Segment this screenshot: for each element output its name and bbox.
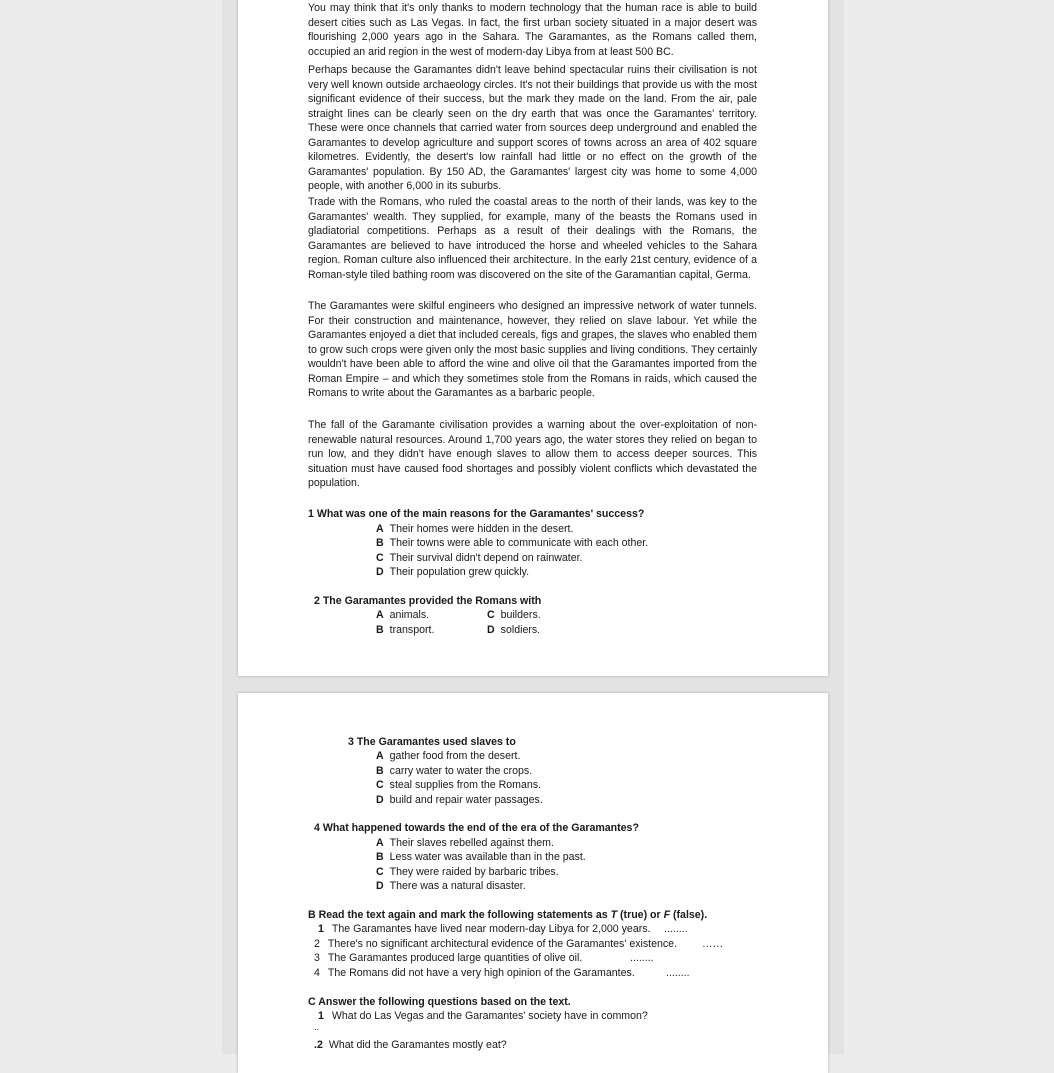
- question-3-title: 3 The Garamantes used slaves to: [348, 736, 516, 748]
- q4-option-a[interactable]: [376, 836, 554, 851]
- q1-option-c[interactable]: [376, 551, 582, 566]
- option-letter: A: [376, 837, 384, 849]
- statement-2-answer-blank[interactable]: ……: [702, 938, 724, 950]
- option-letter: D: [376, 880, 384, 892]
- option-letter: D: [376, 794, 384, 806]
- option-text: Their towns were able to communicate with each other.: [389, 537, 649, 549]
- option-letter: C: [376, 866, 384, 878]
- q2-option-c[interactable]: [487, 608, 541, 623]
- document-page-2: [238, 693, 828, 1073]
- passage-paragraph-1: You may think that it's only thanks to modern technology that the human race is able to build desert cities such as Las Vegas. In fact, the first urban society situated in a major desert was flourishing 2,000 years ago in the Sahara. The Garamantes, as the Romans called them, occupied an arid region in the west of modern-day Libya from at least 500 BC.: [308, 2, 757, 58]
- passage-paragraph-4: The Garamantes were skilful engineers who designed an impressive network of water tunnels. For their construction and maintenance, however, they relied on slave labour. Yet while the Garamantes enjoyed a diet that included cereals, figs and grapes, the slaves who enabled them to grow such crops were given only the most basic supplies and living conditions. They certainly wouldn't have been able to afford the wine and olive oil that the Garamantes imported from the Roman Empire – and which they sometimes stole from the Romans in raids, which caused the Romans to write about the Garamantes as a barbaric people.: [308, 300, 757, 399]
- question-text: What did the Garamantes mostly eat?: [328, 1039, 507, 1051]
- option-text: transport.: [389, 624, 435, 636]
- statement-2: [314, 937, 677, 952]
- statement-number: 1: [318, 923, 324, 935]
- q3-option-b[interactable]: [376, 764, 532, 779]
- q1-option-b[interactable]: [376, 536, 648, 551]
- option-text: gather food from the desert.: [389, 750, 521, 762]
- question-1-title: 1 What was one of the main reasons for the Garamantes' success?: [308, 508, 645, 520]
- option-text: Less water was available than in the past.: [389, 851, 586, 863]
- statement-4: [314, 966, 635, 981]
- section-c-title: C Answer the following questions based on the text.: [308, 996, 571, 1008]
- option-letter: C: [376, 779, 384, 791]
- passage-paragraph-5: The fall of the Garamante civilisation provides a warning about the over-exploitation of non-renewable natural resources. Around 1,700 years ago, the water stores they relied on began to run low, and they didn't have enough slaves to allow them to access deeper sources. This situation must have caused food shortages and possibly violent conflicts which devastated the population.: [308, 419, 757, 489]
- question-2-title: 2 The Garamantes provided the Romans with: [314, 595, 542, 607]
- question-text: What do Las Vegas and the Garamantes' society have in common?: [331, 1010, 648, 1022]
- option-text: soldiers.: [500, 624, 541, 636]
- q1-option-a[interactable]: [376, 522, 573, 537]
- question-number: .2: [314, 1039, 323, 1051]
- answer-dots[interactable]: ..: [314, 1022, 320, 1032]
- option-letter: B: [376, 851, 384, 863]
- statement-text: There's no significant architectural evidence of the Garamantes' existence.: [327, 938, 678, 950]
- option-text: Their survival didn't depend on rainwater.: [389, 552, 583, 564]
- short-answer-question-2: [314, 1038, 507, 1053]
- statement-4-answer-blank[interactable]: ........: [666, 967, 690, 979]
- statement-text: The Garamantes produced large quantities of olive oil.: [327, 952, 583, 964]
- section-b-title-pre: B Read the text again and mark the following statements as: [308, 909, 611, 921]
- question-number: 1: [318, 1010, 324, 1022]
- section-b-title-post: (false).: [670, 909, 708, 921]
- false-letter: F: [663, 909, 671, 921]
- option-letter: C: [376, 552, 384, 564]
- option-letter: B: [376, 537, 384, 549]
- short-answer-question-1: [318, 1009, 648, 1024]
- passage-paragraph-2: Perhaps because the Garamantes didn't leave behind spectacular ruins their civilisation is not very well known outside archaeology circles. It's not their buildings that provide us with the most significant evidence of their success, but the mark they made on the land. From the air, pale straight lines can be clearly seen on the dry earth that was once the Garamantes' territory. These were once channels that carried water from sources deep underground and enabled the Garamantes to develop agriculture and support scores of towns across an area of 402 square kilometres. Evidently, the desert's low rainfall had little or no effect on the growth of the Garamantes' population. By 150 AD, the Garamantes' largest city was home to some 4,000 people, with another 6,000 in its suburbs.: [308, 64, 757, 192]
- statement-3-answer-blank[interactable]: ........: [630, 952, 654, 964]
- q2-option-d[interactable]: [487, 623, 540, 638]
- option-letter: A: [376, 609, 384, 621]
- passage-paragraph-3: Trade with the Romans, who ruled the coastal areas to the north of their lands, was key to the Garamantes' wealth. They supplied, for example, many of the beasts the Romans used in gladiatorial competitions. Perhaps as a result of their dealings with the Romans, the Garamantes are believed to have introduced the horse and wheeled vehicles to the Sahara region. Roman culture also influenced their architecture. In the early 21st century, evidence of a Roman-style tiled bathing room was discovered on the site of the Garamantian capital, Germa.: [308, 196, 757, 281]
- option-letter: A: [376, 523, 384, 535]
- option-letter: A: [376, 750, 384, 762]
- statement-text: The Romans did not have a very high opinion of the Garamantes.: [327, 967, 635, 979]
- option-text: Their homes were hidden in the desert.: [389, 523, 574, 535]
- option-letter: C: [487, 609, 495, 621]
- option-text: carry water to water the crops.: [389, 765, 533, 777]
- option-text: Their population grew quickly.: [389, 566, 530, 578]
- option-letter: D: [487, 624, 495, 636]
- statement-3: [314, 951, 582, 966]
- q2-option-a[interactable]: [376, 608, 429, 623]
- statement-number: 4: [314, 967, 320, 979]
- option-text: There was a natural disaster.: [389, 880, 526, 892]
- option-text: steal supplies from the Romans.: [389, 779, 541, 791]
- option-text: builders.: [500, 609, 541, 621]
- statement-text: The Garamantes have lived near modern-day Libya for 2,000 years.: [331, 923, 651, 935]
- section-b-title: [308, 908, 707, 923]
- q4-option-d[interactable]: [376, 879, 526, 894]
- q1-option-d[interactable]: [376, 565, 529, 580]
- q2-option-b[interactable]: [376, 623, 434, 638]
- statement-1: [318, 922, 650, 937]
- option-letter: D: [376, 566, 384, 578]
- q4-option-b[interactable]: [376, 850, 586, 865]
- section-b-title-mid: (true) or: [617, 909, 664, 921]
- option-text: They were raided by barbaric tribes.: [389, 866, 559, 878]
- option-text: Their slaves rebelled against them.: [389, 837, 554, 849]
- statement-number: 2: [314, 938, 320, 950]
- q3-option-a[interactable]: [376, 749, 520, 764]
- true-letter: T: [610, 909, 618, 921]
- option-text: build and repair water passages.: [389, 794, 543, 806]
- q4-option-c[interactable]: [376, 865, 559, 880]
- statement-1-answer-blank[interactable]: ........: [664, 923, 688, 935]
- question-4-title: 4 What happened towards the end of the era of the Garamantes?: [314, 822, 639, 834]
- statement-number: 3: [314, 952, 320, 964]
- document-page-1: [238, 0, 828, 676]
- option-letter: B: [376, 624, 384, 636]
- option-text: animals.: [389, 609, 430, 621]
- q3-option-c[interactable]: [376, 778, 541, 793]
- option-letter: B: [376, 765, 384, 777]
- q3-option-d[interactable]: [376, 793, 543, 808]
